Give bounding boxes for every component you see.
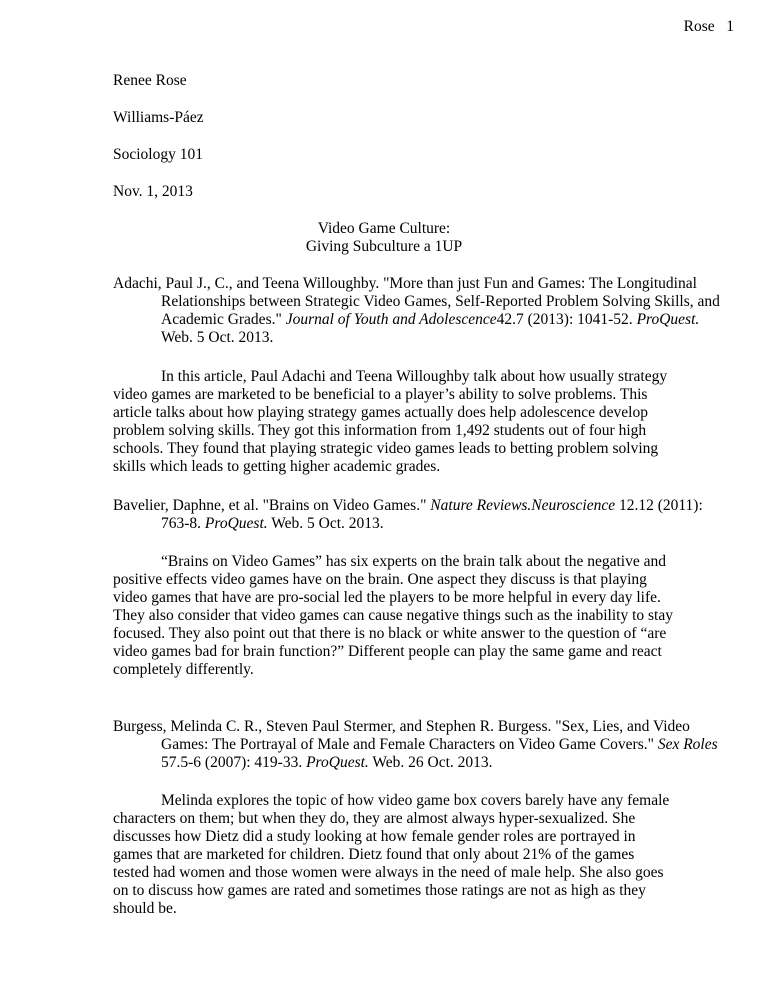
citation-text: Web. 26 Oct. 2013. bbox=[368, 754, 493, 771]
citation-text: Adachi, Paul J., C., and Teena Willoughby. "More than just Fun and Games: The Longitudinal Relationships between Strategic Video Games, Self-Reported Problem Solving Skills, and Academic Grades." bbox=[113, 275, 720, 328]
title-line-2: Giving Subculture a 1UP bbox=[305, 238, 463, 255]
instructor-name: Williams-Páez bbox=[113, 109, 204, 126]
citation-text: Web. 5 Oct. 2013. bbox=[267, 515, 384, 532]
citation-text: Bavelier, Daphne, et al. "Brains on Video Games." bbox=[113, 497, 431, 514]
citation-text: 42.7 (2013): 1041-52. bbox=[496, 311, 637, 328]
journal-title: Nature Reviews.Neuroscience bbox=[430, 497, 616, 514]
citation-text: 12.12 (2011): 763-8. bbox=[161, 497, 703, 532]
running-head: Rose 1 bbox=[683, 18, 734, 35]
journal-title: Sex Roles bbox=[657, 736, 718, 753]
citation-2 bbox=[113, 497, 721, 533]
date: Nov. 1, 2013 bbox=[113, 183, 193, 200]
citation-1 bbox=[113, 275, 721, 347]
citation-text: 57.5-6 (2007): 419-33. bbox=[161, 754, 307, 771]
database-name: ProQuest. bbox=[204, 515, 268, 532]
annotation-1: In this article, Paul Adachi and Teena Willoughby talk about how usually strategy video games are marketed to be beneficial to a player’s ability to solve problems. This article talks about how playing strategy games actually does help adolescence develop problem solving skills. They got this information from 1,492 students out of four high schools. They found that playing strategic video games leads to betting problem solving skills which leads to getting higher academic grades. bbox=[113, 368, 668, 475]
citation-3 bbox=[113, 718, 721, 772]
annotation-2: “Brains on Video Games” has six experts on the brain talk about the negative and positive effects video games have on the brain. One aspect they discuss is that playing video games that have are pro-social led the players to be more helpful in every day life. They also consider that video games can cause negative things such as the inability to stay focused. They also point out that there is no black or white answer to the question of “are video games bad for brain function?” Different people can play the same game and react completely differently. bbox=[113, 553, 673, 678]
citation-text: Web. 5 Oct. 2013. bbox=[161, 329, 274, 346]
database-name: ProQuest. bbox=[306, 754, 369, 771]
citation-text: Burgess, Melinda C. R., Steven Paul Stermer, and Stephen R. Burgess. "Sex, Lies, and Video Games: The Portrayal of Male and Female Characters on Video Game Covers." bbox=[113, 718, 690, 753]
author-name: Renee Rose bbox=[113, 72, 187, 89]
journal-title: Journal of Youth and Adolescence bbox=[285, 311, 497, 328]
course-name: Sociology 101 bbox=[113, 146, 203, 163]
annotation-3: Melinda explores the topic of how video game box covers barely have any female characters on them; but when they do, they are almost always hyper-sexualized. She discusses how Dietz did a study looking at how female gender roles are portrayed in games that are marketed for children. Dietz found that only about 21% of the games tested had women and those women were always in the need of male help. She also goes on to discuss how games are rated and sometimes those ratings are not as high as they should be. bbox=[113, 792, 670, 917]
database-name: ProQuest. bbox=[636, 311, 700, 328]
title-line-1: Video Game Culture: bbox=[317, 220, 451, 237]
